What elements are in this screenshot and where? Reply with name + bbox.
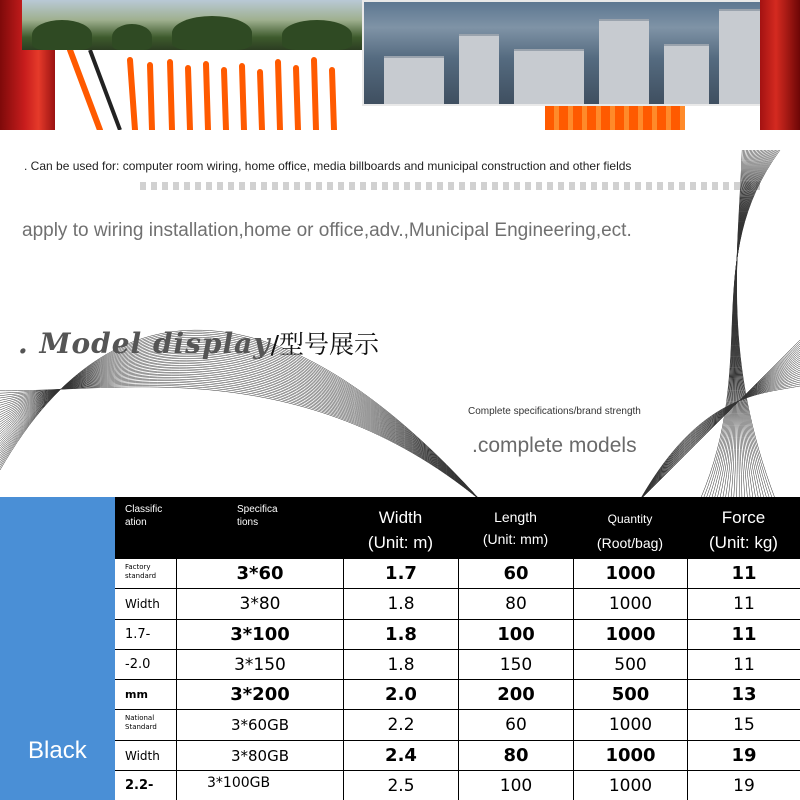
- cell-quantity: 1000: [573, 620, 687, 650]
- cell-force: 15: [687, 710, 800, 740]
- table-row: [115, 680, 800, 710]
- cell-spec: 3*80GB: [176, 741, 343, 771]
- cell-quantity: 1000: [573, 771, 687, 800]
- header-force: Force (Unit: kg): [709, 508, 778, 552]
- table-header: [115, 497, 800, 558]
- spec-note: Complete specifications/brand strength: [468, 406, 641, 417]
- header-width: Width (Unit: m): [367, 508, 434, 552]
- cell-width: 2.0: [343, 680, 458, 710]
- table-row: [115, 589, 800, 619]
- cell-spec: 3*80: [176, 589, 343, 619]
- header-classification: Classific ation: [125, 504, 163, 528]
- orange-wires-image: [60, 50, 370, 130]
- cell-classification: 2.2-: [125, 777, 154, 793]
- cell-width: 2.2: [343, 710, 458, 740]
- model-display-heading: [18, 325, 379, 361]
- table-row: [115, 650, 800, 680]
- cell-width: 2.4: [343, 741, 458, 771]
- decorative-line-waves: [0, 140, 800, 500]
- header-quantity: Quantity (Root/bag): [596, 512, 664, 551]
- model-display-script: . Model display: [18, 327, 271, 360]
- cell-width: 1.8: [343, 589, 458, 619]
- cell-quantity: 500: [573, 680, 687, 710]
- cell-length: 100: [458, 620, 573, 650]
- cell-quantity: 1000: [573, 710, 687, 740]
- cell-length: 80: [458, 589, 573, 619]
- cell-quantity: 1000: [573, 559, 687, 589]
- cell-force: 11: [687, 589, 800, 619]
- cell-spec: 3*100: [176, 620, 343, 650]
- cell-quantity: 1000: [573, 741, 687, 771]
- complete-models-text: .complete models: [472, 434, 637, 457]
- cell-classification: Width: [125, 748, 160, 763]
- cell-force: 13: [687, 680, 800, 710]
- cell-classification: mm: [125, 688, 148, 701]
- cell-classification: 1.7-: [125, 626, 151, 642]
- table-row: [115, 559, 800, 589]
- table-row: [115, 741, 800, 771]
- park-photo: [22, 0, 388, 50]
- city-photo: [362, 0, 776, 106]
- orange-wire-strip: [545, 106, 685, 130]
- cell-classification: Width: [125, 597, 160, 612]
- cell-force: 11: [687, 620, 800, 650]
- cell-classification: Factory standard: [125, 563, 157, 580]
- cell-spec: 3*60GB: [176, 710, 343, 740]
- header-specifications: Specifica tions: [237, 504, 278, 528]
- cell-force: 19: [687, 771, 800, 800]
- cell-length: 100: [458, 771, 573, 800]
- table-body: [115, 558, 800, 800]
- cell-force: 11: [687, 559, 800, 589]
- cell-length: 60: [458, 710, 573, 740]
- color-column: [0, 497, 115, 800]
- cell-spec: 3*100GB: [176, 771, 343, 800]
- table-row: [115, 771, 800, 800]
- cell-width: 2.5: [343, 771, 458, 800]
- cell-length: 60: [458, 559, 573, 589]
- usage-text: . Can be used for: computer room wiring, home office, media billboards and municipal construction and other fields: [24, 159, 632, 173]
- hero-banner: [0, 0, 800, 130]
- cell-quantity: 1000: [573, 589, 687, 619]
- cell-width: 1.7: [343, 559, 458, 589]
- cell-width: 1.8: [343, 650, 458, 680]
- cell-spec: 3*60: [176, 559, 343, 589]
- table-row: [115, 620, 800, 650]
- cell-length: 80: [458, 741, 573, 771]
- apply-text: apply to wiring installation,home or office,adv.,Municipal Engineering,ect.: [22, 220, 632, 241]
- cell-classification: National Standard: [125, 714, 157, 732]
- table-row: [115, 710, 800, 740]
- cell-force: 11: [687, 650, 800, 680]
- spec-table: [0, 497, 800, 800]
- color-label: Black: [28, 737, 87, 764]
- cell-spec: 3*200: [176, 680, 343, 710]
- cell-length: 150: [458, 650, 573, 680]
- cell-width: 1.8: [343, 620, 458, 650]
- header-length: Length (Unit: mm): [482, 509, 549, 547]
- cell-length: 200: [458, 680, 573, 710]
- cell-spec: 3*150: [176, 650, 343, 680]
- cell-classification: -2.0: [125, 656, 151, 672]
- red-curtain-right: [760, 0, 800, 130]
- cell-force: 19: [687, 741, 800, 771]
- model-display-cn: /型号展示: [270, 330, 379, 359]
- cell-quantity: 500: [573, 650, 687, 680]
